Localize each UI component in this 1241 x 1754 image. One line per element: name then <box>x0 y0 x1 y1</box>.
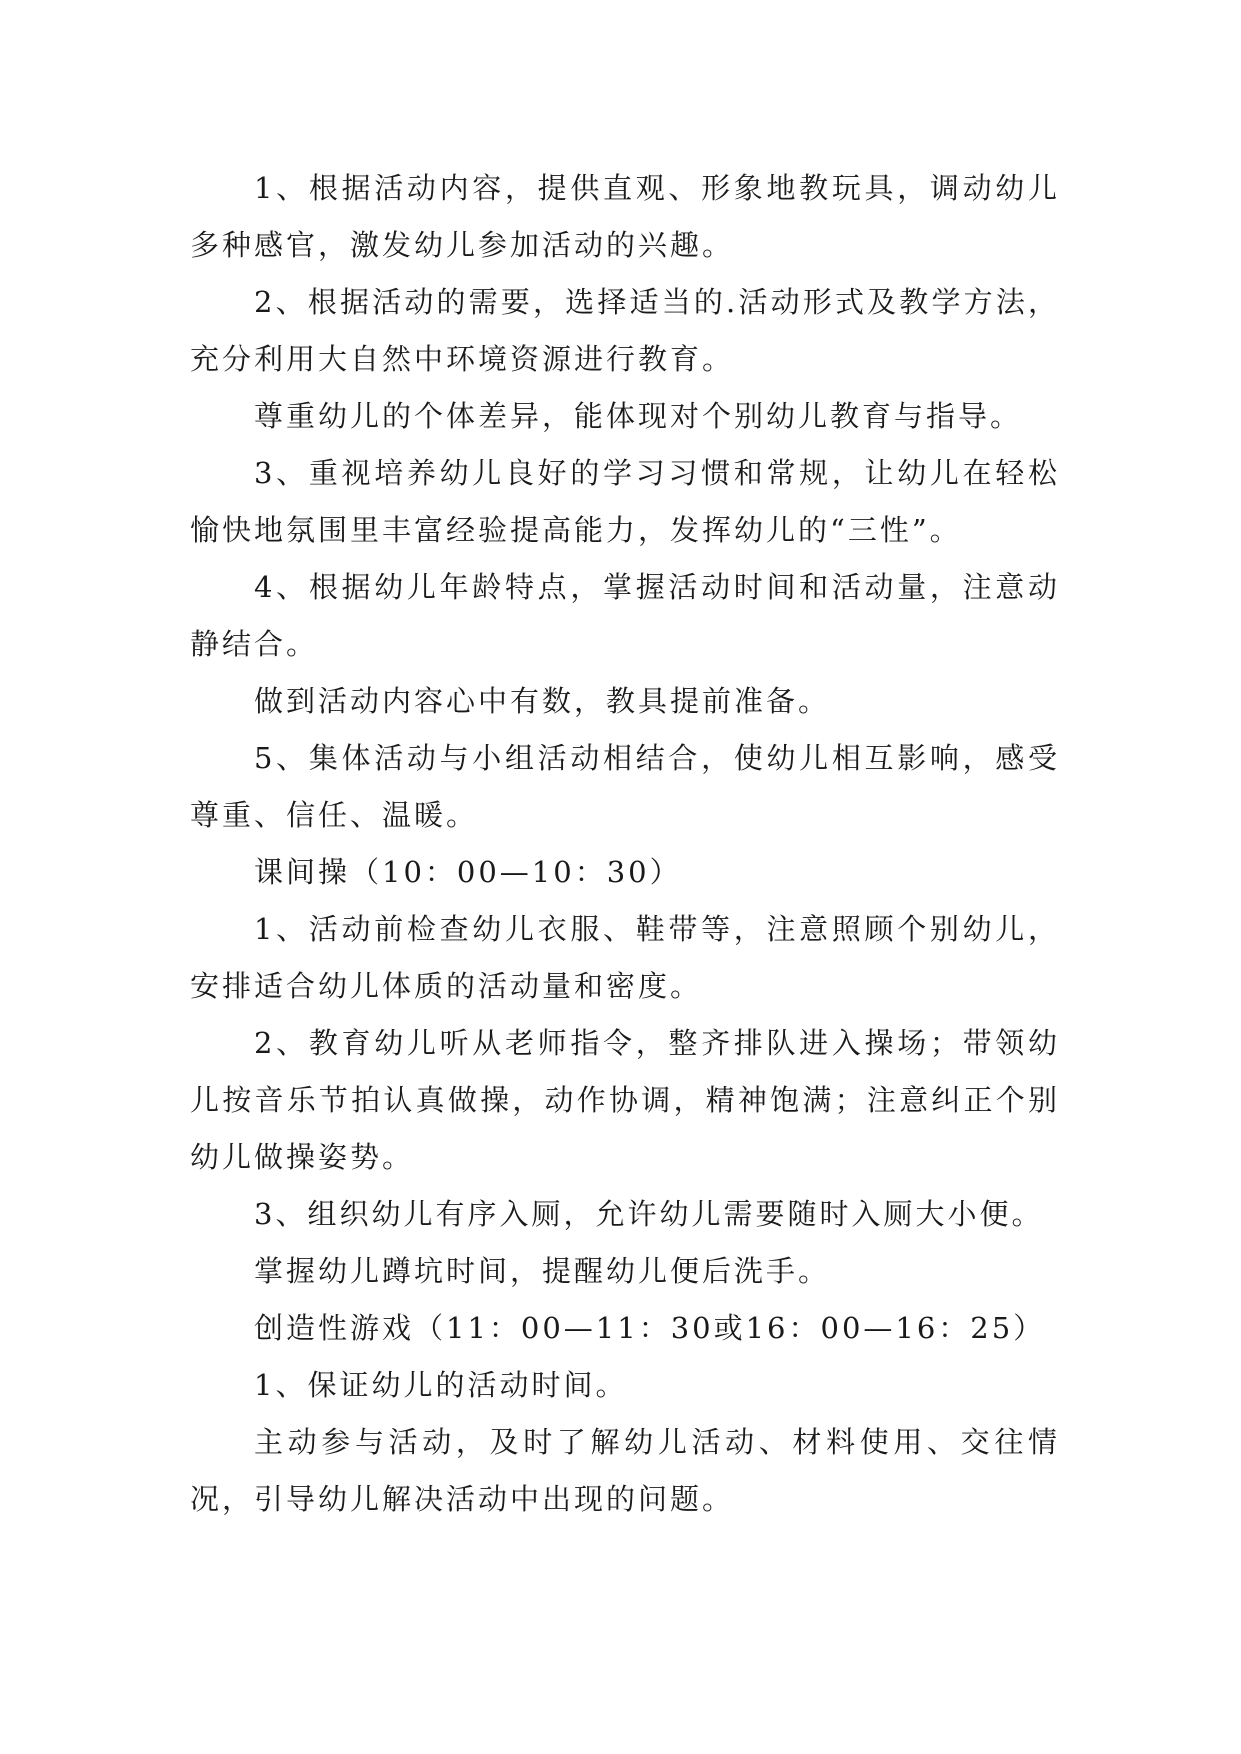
paragraph-6: 做到活动内容心中有数，教具提前准备。 <box>254 684 831 718</box>
paragraph-15: 主动参与活动，及时了解幼儿活动、材料使用、交往情况，引导幼儿解决活动中出现的问题。 <box>190 1425 1060 1516</box>
paragraph-14: 1、保证幼儿的活动时间。 <box>254 1368 628 1402</box>
paragraph-5: 4、根据幼儿年龄特点，掌握活动时间和活动量，注意动静结合。 <box>190 570 1060 661</box>
paragraph-11: 3、组织幼儿有序入厕，允许幼儿需要随时入厕大小便。 <box>254 1197 1044 1231</box>
paragraph-10: 2、教育幼儿听从老师指令，整齐排队进入操场；带领幼儿按音乐节拍认真做操，动作协调，精神饱满；注意纠正个别幼儿做操姿势。 <box>190 1026 1060 1174</box>
section-heading-creative-game: 创造性游戏（11：00—11：30或16：00—16：25） <box>254 1311 1046 1345</box>
document-body <box>190 160 1060 1528</box>
paragraph-3: 尊重幼儿的个体差异，能体现对个别幼儿教育与指导。 <box>254 399 1023 433</box>
paragraph-4: 3、重视培养幼儿良好的学习习惯和常规，让幼儿在轻松愉快地氛围里丰富经验提高能力，发挥幼儿的“三性”。 <box>190 456 1060 547</box>
paragraph-2: 2、根据活动的需要，选择适当的.活动形式及教学方法，充分利用大自然中环境资源进行教育。 <box>190 285 1060 376</box>
paragraph-7: 5、集体活动与小组活动相结合，使幼儿相互影响，感受尊重、信任、温暖。 <box>190 741 1060 832</box>
section-heading-exercise: 课间操（10：00—10：30） <box>254 855 682 889</box>
paragraph-9: 1、活动前检查幼儿衣服、鞋带等，注意照顾个别幼儿，安排适合幼儿体质的活动量和密度。 <box>190 912 1060 1003</box>
paragraph-1: 1、根据活动内容，提供直观、形象地教玩具，调动幼儿多种感官，激发幼儿参加活动的兴趣。 <box>190 171 1060 262</box>
paragraph-12: 掌握幼儿蹲坑时间，提醒幼儿便后洗手。 <box>254 1254 831 1288</box>
